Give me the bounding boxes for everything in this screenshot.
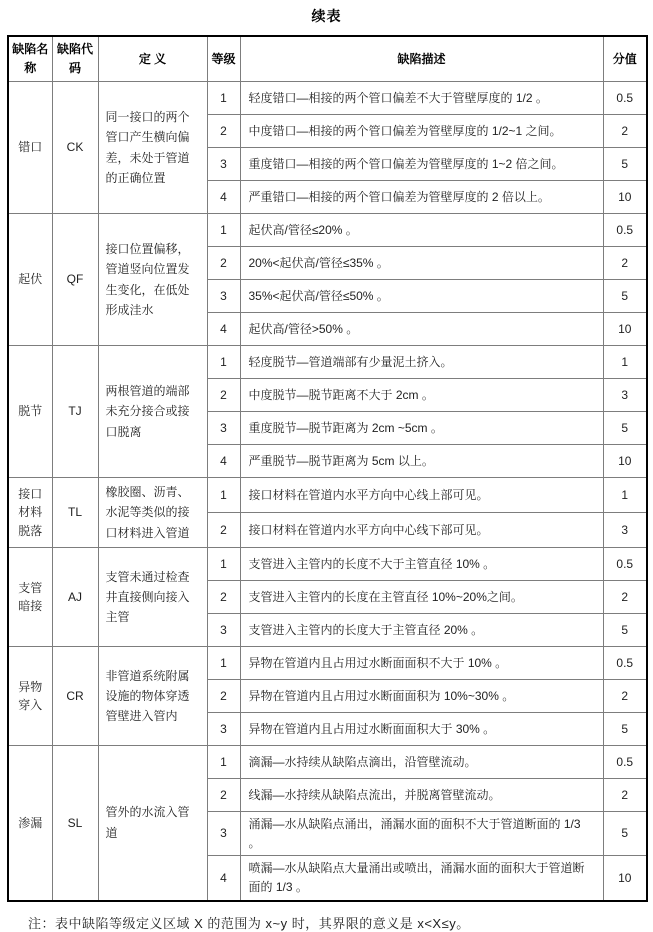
table-body (8, 82, 647, 901)
grade-cell: 3 (207, 280, 240, 313)
grade-cell: 4 (207, 313, 240, 346)
definition-cell: 同一接口的两个管口产生横向偏差，未处于管道的正确位置 (98, 82, 207, 214)
description-cell: 重度脱节—脱节距离为 2cm ~5cm 。 (240, 412, 603, 445)
description-cell: 涌漏—水从缺陷点涌出，涌漏水面的面积不大于管道断面的 1/3 。 (240, 812, 603, 856)
defect-name-cell: 起伏 (8, 214, 52, 346)
description-cell: 轻度脱节—管道端部有少量泥土挤入。 (240, 346, 603, 379)
defect-code-cell: CR (52, 647, 98, 746)
description-cell: 支管进入主管内的长度大于主管直径 20% 。 (240, 614, 603, 647)
score-cell: 1 (603, 478, 647, 513)
score-cell: 0.5 (603, 548, 647, 581)
definition-cell: 接口位置偏移，管道竖向位置发生变化，在低处形成洼水 (98, 214, 207, 346)
defect-name-cell: 脱节 (8, 346, 52, 478)
defect-name-cell: 接口材料脱落 (8, 478, 52, 548)
score-cell: 10 (603, 856, 647, 901)
page-title: 续表 (311, 8, 342, 24)
score-cell: 2 (603, 581, 647, 614)
description-cell: 中度错口—相接的两个管口偏差为管壁厚度的 1/2~1 之间。 (240, 115, 603, 148)
column-header-score: 分值 (603, 36, 647, 82)
score-cell: 2 (603, 680, 647, 713)
description-cell: 异物在管道内且占用过水断面面积不大于 10% 。 (240, 647, 603, 680)
grade-cell: 1 (207, 346, 240, 379)
defect-code-cell: TJ (52, 346, 98, 478)
score-cell: 5 (603, 614, 647, 647)
column-header-definition: 定 义 (98, 36, 207, 82)
grade-cell: 2 (207, 513, 240, 548)
table-row (8, 746, 647, 779)
grade-cell: 3 (207, 812, 240, 856)
description-cell: 20%<起伏高/管径≤35% 。 (240, 247, 603, 280)
score-cell: 0.5 (603, 746, 647, 779)
defect-code-cell: QF (52, 214, 98, 346)
defect-name-cell: 异物穿入 (8, 647, 52, 746)
table-row (8, 647, 647, 680)
score-cell: 0.5 (603, 82, 647, 115)
defect-code-cell: TL (52, 478, 98, 548)
description-cell: 接口材料在管道内水平方向中心线上部可见。 (240, 478, 603, 513)
grade-cell: 3 (207, 148, 240, 181)
score-cell: 3 (603, 513, 647, 548)
table-row (8, 478, 647, 513)
definition-cell: 非管道系统附属设施的物体穿透管壁进入管内 (98, 647, 207, 746)
description-cell: 接口材料在管道内水平方向中心线下部可见。 (240, 513, 603, 548)
score-cell: 5 (603, 148, 647, 181)
defect-name-cell: 渗漏 (8, 746, 52, 901)
column-header-code: 缺陷代码 (52, 36, 98, 82)
grade-cell: 2 (207, 581, 240, 614)
footnote: 注：表中缺陷等级定义区域 X 的范围为 x~y 时，其界限的意义是 x<X≤y。 (28, 915, 470, 931)
score-cell: 5 (603, 812, 647, 856)
score-cell: 2 (603, 247, 647, 280)
table-row (8, 214, 647, 247)
score-cell: 10 (603, 181, 647, 214)
score-cell: 3 (603, 379, 647, 412)
description-cell: 严重错口—相接的两个管口偏差为管壁厚度的 2 倍以上。 (240, 181, 603, 214)
grade-cell: 1 (207, 647, 240, 680)
table-row (8, 82, 647, 115)
grade-cell: 1 (207, 214, 240, 247)
grade-cell: 3 (207, 412, 240, 445)
definition-cell: 橡胶圈、沥青、水泥等类似的接口材料进入管道 (98, 478, 207, 548)
score-cell: 10 (603, 445, 647, 478)
description-cell: 严重脱节—脱节距离为 5cm 以上。 (240, 445, 603, 478)
table-row (8, 548, 647, 581)
header-row (8, 36, 647, 82)
column-header-name: 缺陷名称 (8, 36, 52, 82)
score-cell: 2 (603, 115, 647, 148)
grade-cell: 1 (207, 548, 240, 581)
grade-cell: 2 (207, 680, 240, 713)
score-cell: 10 (603, 313, 647, 346)
description-cell: 中度脱节—脱节距离不大于 2cm 。 (240, 379, 603, 412)
description-cell: 支管进入主管内的长度不大于主管直径 10% 。 (240, 548, 603, 581)
description-cell: 线漏—水持续从缺陷点流出，并脱离管壁流动。 (240, 779, 603, 812)
table-header (8, 36, 647, 82)
grade-cell: 1 (207, 478, 240, 513)
definition-cell: 支管未通过检查井直接侧向接入主管 (98, 548, 207, 647)
grade-cell: 2 (207, 247, 240, 280)
column-header-grade: 等级 (207, 36, 240, 82)
grade-cell: 2 (207, 379, 240, 412)
score-cell: 5 (603, 412, 647, 445)
defect-code-cell: AJ (52, 548, 98, 647)
score-cell: 5 (603, 713, 647, 746)
grade-cell: 3 (207, 614, 240, 647)
grade-cell: 4 (207, 181, 240, 214)
definition-cell: 两根管道的端部未充分接合或接口脱离 (98, 346, 207, 478)
description-cell: 滴漏—水持续从缺陷点滴出，沿管壁流动。 (240, 746, 603, 779)
description-cell: 起伏高/管径>50% 。 (240, 313, 603, 346)
table-row (8, 346, 647, 379)
description-cell: 起伏高/管径≤20% 。 (240, 214, 603, 247)
defect-name-cell: 错口 (8, 82, 52, 214)
defect-code-cell: SL (52, 746, 98, 901)
description-cell: 支管进入主管内的长度在主管直径 10%~20%之间。 (240, 581, 603, 614)
defect-table (7, 35, 648, 902)
score-cell: 2 (603, 779, 647, 812)
score-cell: 1 (603, 346, 647, 379)
description-cell: 35%<起伏高/管径≤50% 。 (240, 280, 603, 313)
description-cell: 轻度错口—相接的两个管口偏差不大于管壁厚度的 1/2 。 (240, 82, 603, 115)
score-cell: 5 (603, 280, 647, 313)
grade-cell: 3 (207, 713, 240, 746)
description-cell: 异物在管道内且占用过水断面面积为 10%~30% 。 (240, 680, 603, 713)
grade-cell: 2 (207, 115, 240, 148)
grade-cell: 4 (207, 445, 240, 478)
grade-cell: 2 (207, 779, 240, 812)
grade-cell: 1 (207, 746, 240, 779)
grade-cell: 4 (207, 856, 240, 901)
definition-cell: 管外的水流入管道 (98, 746, 207, 901)
score-cell: 0.5 (603, 647, 647, 680)
defect-code-cell: CK (52, 82, 98, 214)
defect-name-cell: 支管暗接 (8, 548, 52, 647)
description-cell: 异物在管道内且占用过水断面面积大于 30% 。 (240, 713, 603, 746)
column-header-description: 缺陷描述 (240, 36, 603, 82)
description-cell: 重度错口—相接的两个管口偏差为管壁厚度的 1~2 倍之间。 (240, 148, 603, 181)
description-cell: 喷漏—水从缺陷点大量涌出或喷出，涌漏水面的面积大于管道断面的 1/3 。 (240, 856, 603, 901)
grade-cell: 1 (207, 82, 240, 115)
score-cell: 0.5 (603, 214, 647, 247)
